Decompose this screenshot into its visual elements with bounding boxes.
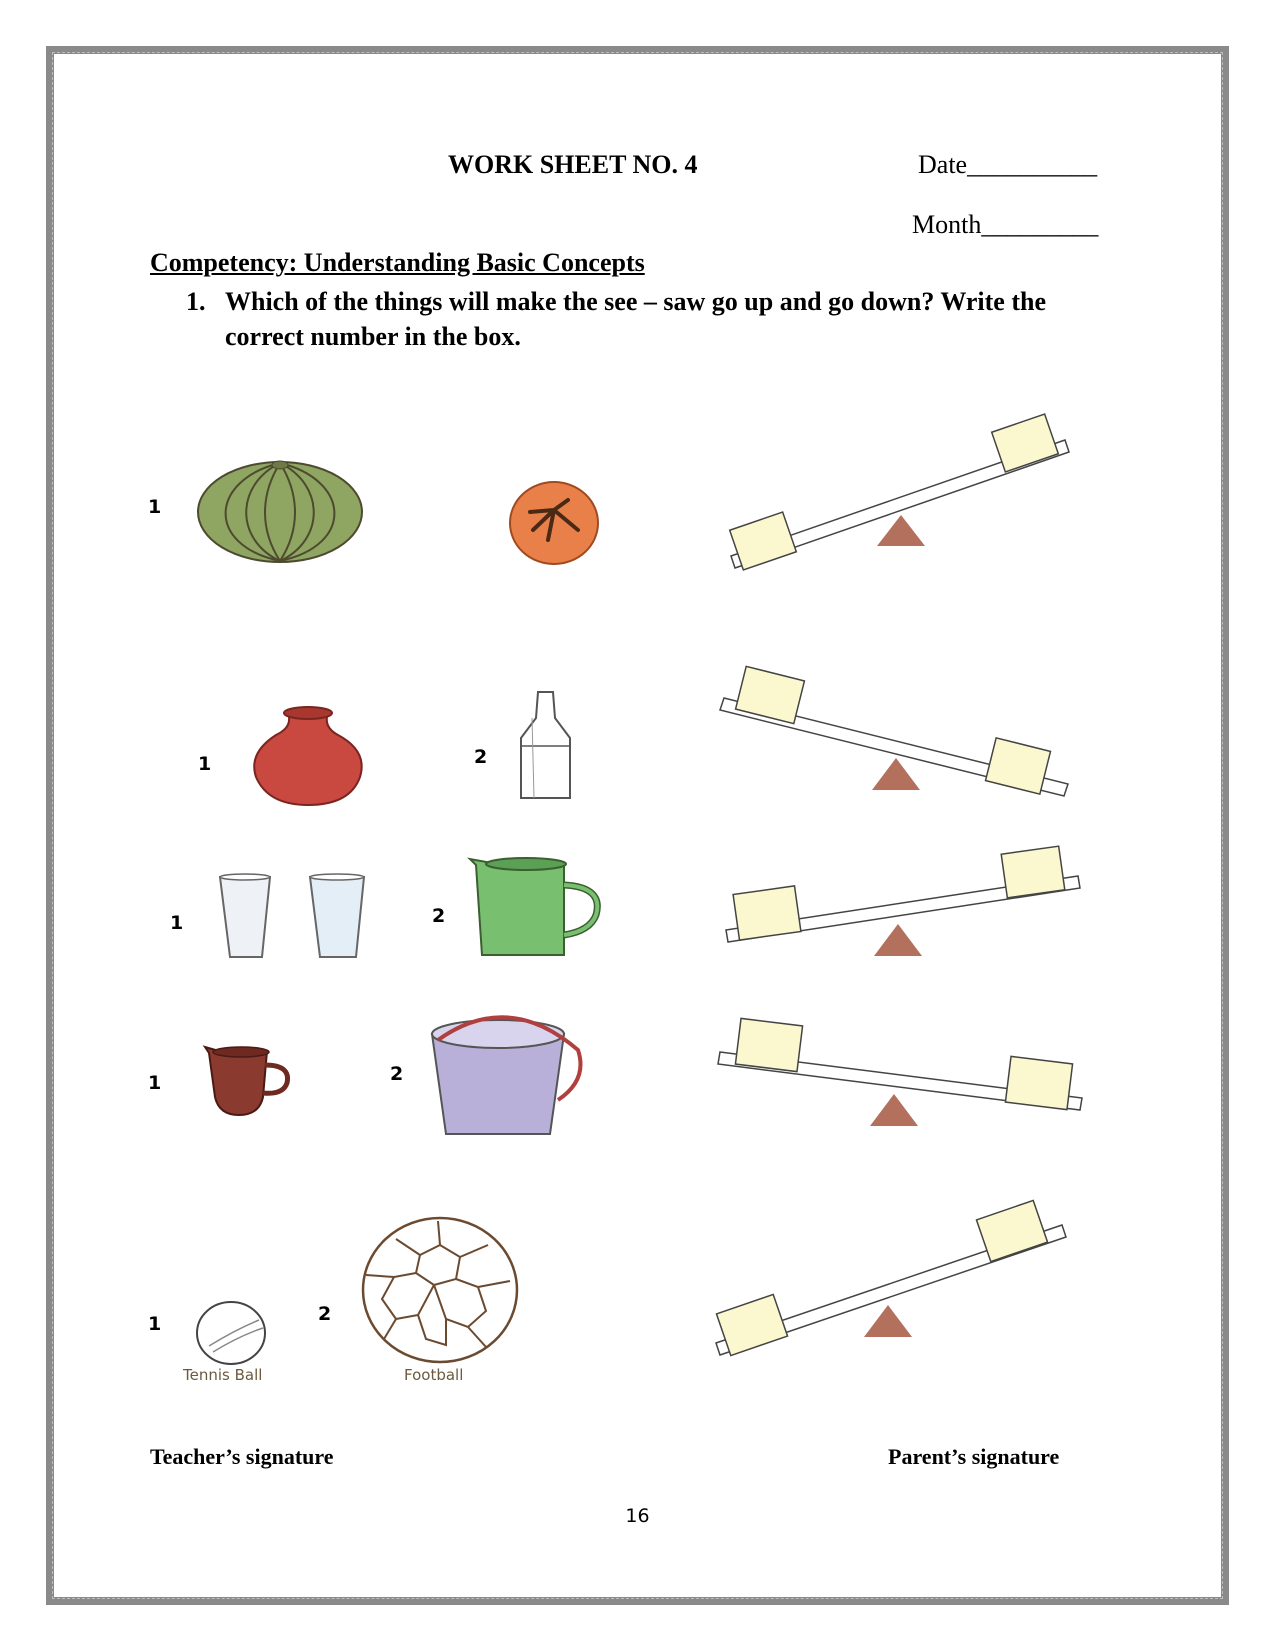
- row5-item2-number: 2: [318, 1303, 332, 1325]
- cup-image: [205, 1045, 295, 1117]
- row5-item1-number: 1: [148, 1313, 162, 1335]
- question-1: [186, 284, 1116, 354]
- row1-item1-number: 1: [148, 496, 162, 518]
- fulcrum: [864, 1305, 912, 1337]
- pumpkin-image: [195, 455, 365, 565]
- glasses-image: [218, 873, 368, 961]
- pot-image: [248, 705, 368, 807]
- seesaw-2: [720, 668, 1090, 808]
- teacher-signature: Teacher’s signature: [150, 1444, 334, 1469]
- question-text: Which of the things will make the see – saw go up and go down? Write the correct number in the box.: [225, 287, 1046, 351]
- bottle-image: [518, 690, 573, 802]
- date-field[interactable]: Date__________: [918, 150, 1098, 179]
- row4-item1-number: 1: [148, 1072, 162, 1094]
- seesaw-box-right[interactable]: [986, 738, 1051, 794]
- row3-item2-number: 2: [432, 905, 446, 927]
- seesaw-box-left[interactable]: [716, 1294, 787, 1355]
- bucket-image: [428, 1010, 598, 1138]
- question-number: 1.: [186, 287, 206, 316]
- parent-signature: Parent’s signature: [888, 1444, 1060, 1469]
- row4-item2-number: 2: [390, 1063, 404, 1085]
- seesaw-box-right[interactable]: [1001, 846, 1065, 898]
- seesaw-box-right[interactable]: [976, 1200, 1047, 1261]
- row2-item2-number: 2: [474, 746, 488, 768]
- seesaw-box-right[interactable]: [1005, 1056, 1072, 1109]
- competency-heading: Competency: Understanding Basic Concepts: [150, 248, 645, 277]
- orange-image: [508, 480, 600, 566]
- tennis-ball-caption: Tennis Ball: [183, 1366, 263, 1384]
- football-caption: Football: [404, 1366, 464, 1384]
- row2-item1-number: 1: [198, 753, 212, 775]
- seesaw-box-left[interactable]: [730, 512, 797, 570]
- worksheet-title: WORK SHEET NO. 4: [448, 150, 698, 179]
- fulcrum: [874, 924, 922, 956]
- tennis-ball-image: [195, 1300, 267, 1366]
- seesaw-1: [725, 418, 1095, 573]
- fulcrum: [872, 758, 920, 790]
- seesaw-5: [712, 1205, 1092, 1355]
- seesaw-box-left[interactable]: [735, 1018, 802, 1071]
- football-image: [360, 1215, 520, 1365]
- jug-image: [468, 855, 608, 961]
- page-number: 16: [625, 1505, 650, 1527]
- fulcrum: [877, 515, 925, 546]
- seesaw-3: [722, 848, 1092, 960]
- seesaw-box-left[interactable]: [733, 886, 801, 940]
- seesaw-4: [718, 1018, 1088, 1130]
- fulcrum: [870, 1094, 918, 1126]
- row3-item1-number: 1: [170, 912, 184, 934]
- seesaw-box-right[interactable]: [992, 414, 1059, 472]
- month-field[interactable]: Month_________: [912, 210, 1099, 239]
